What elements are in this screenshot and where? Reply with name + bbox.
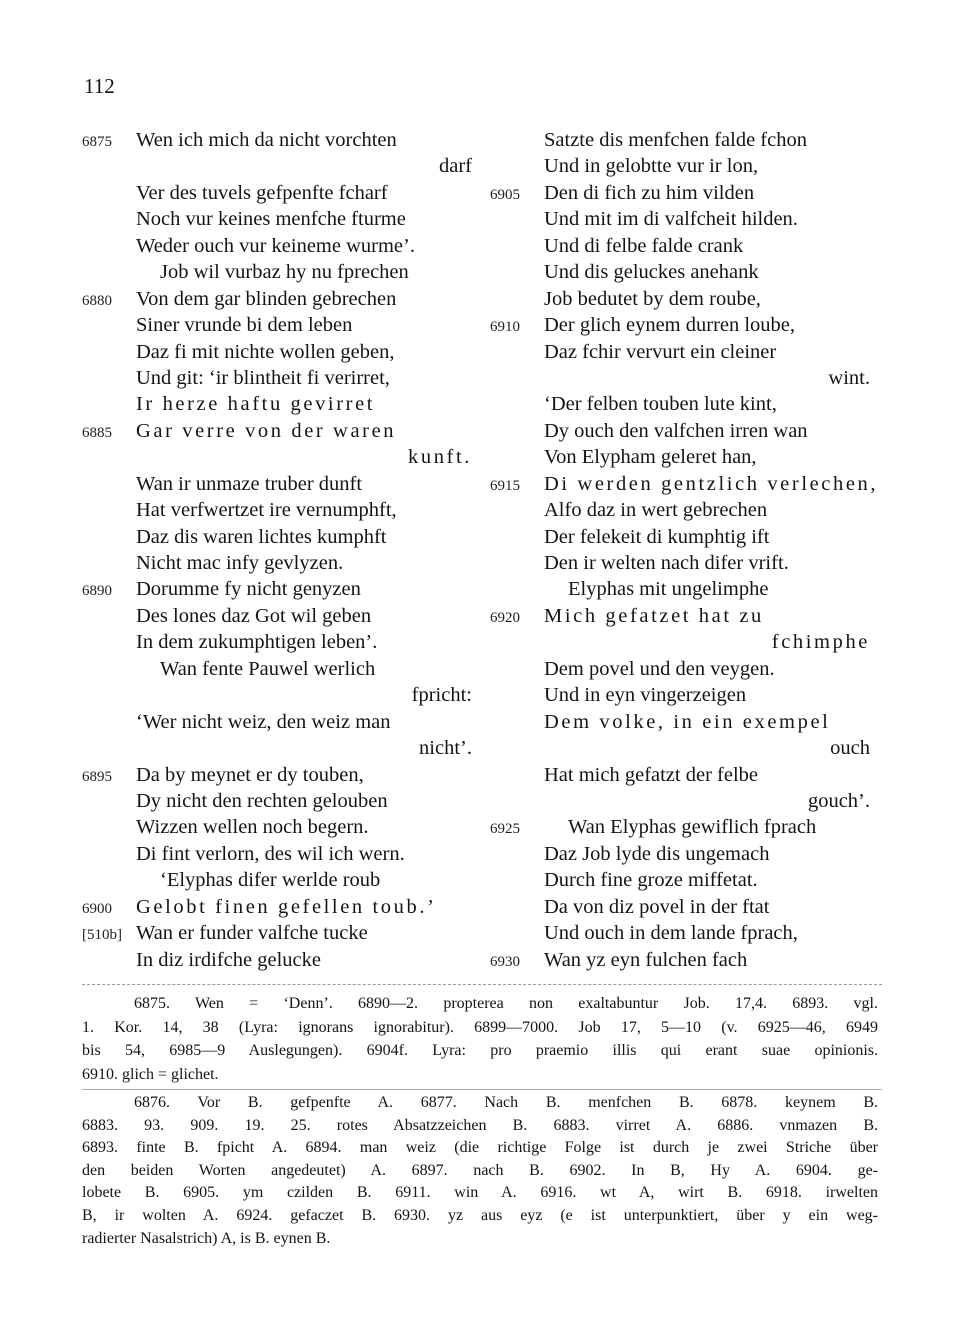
verse-text: Hat mich gefatzt der felbe xyxy=(544,763,758,786)
verse-line xyxy=(490,788,886,814)
verse-line xyxy=(82,312,490,338)
verse-text: ‘Der felben touben lute kint, xyxy=(544,393,777,416)
verse-text: Durch fine groze miffetat. xyxy=(544,869,758,892)
verse-text: Dem volke, in ein exempel xyxy=(544,710,831,733)
critical-apparatus xyxy=(82,1092,878,1250)
line-number: 6905 xyxy=(490,186,520,203)
verse-line xyxy=(490,841,886,867)
verse-line xyxy=(490,471,886,497)
verse-line xyxy=(490,576,886,602)
verse-line xyxy=(82,550,490,576)
verse-text: darf xyxy=(438,155,472,178)
verse-line xyxy=(490,762,886,788)
apparatus-line: 6876. Vor B. gefpenfte A. 6877. Nach B. menfchen B. 6878. keynem B. xyxy=(134,1094,878,1111)
line-number: 6880 xyxy=(82,292,112,309)
verse-line xyxy=(490,867,886,893)
apparatus-line: den beiden Worten angedeutet) A. 6897. nach B. 6902. In B, Hy A. 6904. ge- xyxy=(82,1161,878,1179)
verse-line xyxy=(490,206,886,232)
verse-text: Gar verre von der waren xyxy=(136,419,397,442)
verse-line xyxy=(82,233,490,259)
verse-text: In dem zukumphtigen leben’. xyxy=(136,631,378,654)
verse-text: Wan Elyphas gewiflich fprach xyxy=(568,816,817,839)
verse-line xyxy=(82,814,490,840)
verse-line xyxy=(82,735,490,761)
verse-line xyxy=(82,127,490,153)
commentary-line: bis 54, 6985—9 Auslegungen). 6904f. Lyra: pro praemio illis qui erant suae opinionis. xyxy=(82,1042,878,1059)
apparatus-line: 6883. 93. 909. 19. 25. rotes Absatzzeichen B. 6883. virret A. 6886. vnmazen B. xyxy=(82,1116,878,1134)
line-number: 6915 xyxy=(490,477,520,494)
verse-text: Daz fi mit nichte wollen geben, xyxy=(136,340,395,363)
verse-line xyxy=(490,550,886,576)
line-number: 6920 xyxy=(490,609,520,626)
verse-text: Von Elypham geleret han, xyxy=(544,446,757,469)
verse-text: Und di felbe falde crank xyxy=(544,234,744,257)
verse-text: Da by meynet er dy touben, xyxy=(136,763,364,786)
verse-text: Dem povel und den veygen. xyxy=(544,657,775,680)
verse-text: Gelobt finen gefellen toub.’ xyxy=(136,895,437,918)
verse-text: Dorumme fy nicht genyzen xyxy=(136,578,361,601)
verse-line xyxy=(82,682,490,708)
verse-text: In diz irdifche gelucke xyxy=(136,948,321,971)
footnote-divider xyxy=(82,984,882,985)
verse-line xyxy=(82,365,490,391)
verse-line xyxy=(490,920,886,946)
verse-line xyxy=(490,339,886,365)
verse-line xyxy=(490,524,886,550)
verse-line xyxy=(82,206,490,232)
apparatus-line: lobete B. 6905. ym czilden B. 6911. win A. 6916. wt A, wirt B. 6918. irwelten xyxy=(82,1184,878,1202)
line-number: 6885 xyxy=(82,424,112,441)
line-number: 6900 xyxy=(82,900,112,917)
verse-line xyxy=(82,709,490,735)
verse-text: Di fint verlorn, des wil ich wern. xyxy=(136,842,405,865)
verse-line xyxy=(490,629,886,655)
verse-line xyxy=(490,444,886,470)
verse-text: gouch’. xyxy=(807,789,870,812)
verse-line xyxy=(490,947,886,973)
verse-text: Wizzen wellen noch begern. xyxy=(136,816,369,839)
verse-line xyxy=(82,576,490,602)
verse-line xyxy=(490,259,886,285)
line-number: [510b] xyxy=(82,927,122,944)
verse-text: Dy nicht den rechten gelouben xyxy=(136,789,388,812)
verse-text: Wan ir unmaze truber dunft xyxy=(136,472,363,495)
verse-text: fchimphe xyxy=(771,631,870,654)
verse-text: Und in eyn vingerzeigen xyxy=(544,684,747,707)
verse-text: Wen ich mich da nicht vorchten xyxy=(136,129,397,151)
verse-text: Mich gefatzet hat zu xyxy=(544,604,764,627)
verse-line xyxy=(490,127,886,153)
verse-text: ‘Elyphas difer werlde roub xyxy=(160,869,381,892)
verse-line xyxy=(490,418,886,444)
line-number: 6930 xyxy=(490,953,520,970)
verse-line xyxy=(82,497,490,523)
verse-text: Job bedutet by dem roube, xyxy=(544,287,761,310)
verse-line xyxy=(490,180,886,206)
verse-line xyxy=(82,259,490,285)
verse-text: Der glich eynem durren loube, xyxy=(544,314,796,337)
verse-text: Daz fchir vervurt ein cleiner xyxy=(544,340,777,363)
verse-text: Und mit im di valfcheit hilden. xyxy=(544,208,798,231)
verse-text: ouch xyxy=(830,737,870,760)
verse-text: Von dem gar blinden gebrechen xyxy=(136,287,397,310)
verse-text: Ir herze haftu gevirret xyxy=(136,393,376,416)
verse-column-left xyxy=(82,127,490,973)
line-number: 6910 xyxy=(490,319,520,336)
verse-text: Und in gelobtte vur ir lon, xyxy=(544,155,759,178)
verse-text: Und dis geluckes anehank xyxy=(544,261,759,284)
verse-line xyxy=(82,153,490,179)
verse-text: Und git: ‘ir blintheit fi verirret, xyxy=(136,366,390,389)
verse-line xyxy=(82,920,490,946)
verse-text: Elyphas mit ungelimphe xyxy=(568,578,769,601)
verse-line xyxy=(82,524,490,550)
verse-line xyxy=(490,814,886,840)
verse-line xyxy=(82,471,490,497)
verse-line xyxy=(490,735,886,761)
verse-line xyxy=(490,391,886,417)
verse-line xyxy=(490,153,886,179)
verse-text: Job wil vurbaz hy nu fprechen xyxy=(160,261,409,284)
verse-text: Ver des tuvels gefpenfte fcharf xyxy=(136,181,388,204)
verse-text: Noch vur keines menfche fturme xyxy=(136,208,406,231)
verse-line xyxy=(82,656,490,682)
verse-text: Siner vrunde bi dem leben xyxy=(136,314,353,337)
verse-text: Den di fich zu him vilden xyxy=(544,181,755,204)
line-number: 6895 xyxy=(82,768,112,785)
apparatus-line: B, ir wolten A. 6924. gefaczet B. 6930. yz aus eyz (e ist unterpunktiert, über y ein weg- xyxy=(82,1206,878,1224)
verse-text: Da von diz povel in der ftat xyxy=(544,895,770,918)
commentary-line: 6910. glich = glichet. xyxy=(82,1065,219,1083)
verse-text: Dy ouch den valfchen irren wan xyxy=(544,419,808,442)
verse-text: Alfo daz in wert gebrechen xyxy=(544,499,768,522)
verse-line xyxy=(82,286,490,312)
verse-text: Hat verfwertzet ire vernumphft, xyxy=(136,499,397,522)
verse-line xyxy=(490,894,886,920)
line-number: 6890 xyxy=(82,583,112,600)
verse-text: Satzte dis menfchen falde fchon xyxy=(544,129,807,151)
verse-line xyxy=(82,391,490,417)
commentary-notes xyxy=(82,992,878,1086)
verse-line xyxy=(82,947,490,973)
verse-text: Wan fente Pauwel werlich xyxy=(160,657,376,680)
verse-line xyxy=(82,762,490,788)
line-number: 6925 xyxy=(490,821,520,838)
verse-line xyxy=(490,365,886,391)
apparatus-divider xyxy=(82,1089,882,1090)
apparatus-line: 6893. finte B. fpicht A. 6894. man weiz (die richtige Folge ist durch je zwei Striche über xyxy=(82,1139,878,1157)
verse-text: Wan yz eyn fulchen fach xyxy=(544,948,748,971)
verse-line xyxy=(490,286,886,312)
verse-line xyxy=(82,180,490,206)
verse-line xyxy=(82,418,490,444)
commentary-line: 1. Kor. 14, 38 (Lyra: ignorans ignorabitur). 6899—7000. Job 17, 5—10 (v. 6925—46, 6949 xyxy=(82,1018,878,1036)
verse-text: Di werden gentzlich verlechen, xyxy=(544,472,879,495)
verse-line xyxy=(490,656,886,682)
verse-text: Nicht mac infy gevlyzen. xyxy=(136,552,344,574)
verse-line xyxy=(82,444,490,470)
verse-text: Wan er funder valfche tucke xyxy=(136,922,368,945)
verse-text: nicht’. xyxy=(419,737,472,760)
commentary-line: 6875. Wen = ‘Denn’. 6890—2. propterea non exaltabuntur Job. 17,4. 6893. vgl. xyxy=(134,995,878,1012)
verse-text: Und ouch in dem lande fprach, xyxy=(544,922,798,945)
verse-line xyxy=(490,312,886,338)
line-number: 6875 xyxy=(82,134,112,150)
page-number: 112 xyxy=(84,74,115,98)
verse-line xyxy=(82,629,490,655)
verse-text: ‘Wer nicht weiz, den weiz man xyxy=(136,710,391,733)
apparatus-line: radierter Nasalstrich) A, is B. eynen B. xyxy=(82,1229,331,1247)
verse-line xyxy=(82,894,490,920)
verse-line xyxy=(490,497,886,523)
verse-text: Weder ouch vur keineme wurme’. xyxy=(136,234,415,257)
verse-text: fpricht: xyxy=(411,684,472,707)
verse-column-right xyxy=(490,127,886,973)
verse-text: kunft. xyxy=(408,446,472,469)
verse-text: Daz Job lyde dis ungemach xyxy=(544,842,770,865)
verse-line xyxy=(490,603,886,629)
verse-line xyxy=(82,867,490,893)
verse-text: Des lones daz Got wil geben xyxy=(136,604,372,627)
verse-line xyxy=(490,709,886,735)
verse-text: Der felekeit di kumphtig ift xyxy=(544,525,770,548)
verse-text: wint. xyxy=(828,366,870,389)
verse-line xyxy=(82,841,490,867)
verse-line xyxy=(82,603,490,629)
verse-line xyxy=(490,233,886,259)
verse-text: Den ir welten nach difer vrift. xyxy=(544,552,789,574)
verse-line xyxy=(82,788,490,814)
verse-text: Daz dis waren lichtes kumphft xyxy=(136,525,387,548)
verse-line xyxy=(490,682,886,708)
verse-line xyxy=(82,339,490,365)
